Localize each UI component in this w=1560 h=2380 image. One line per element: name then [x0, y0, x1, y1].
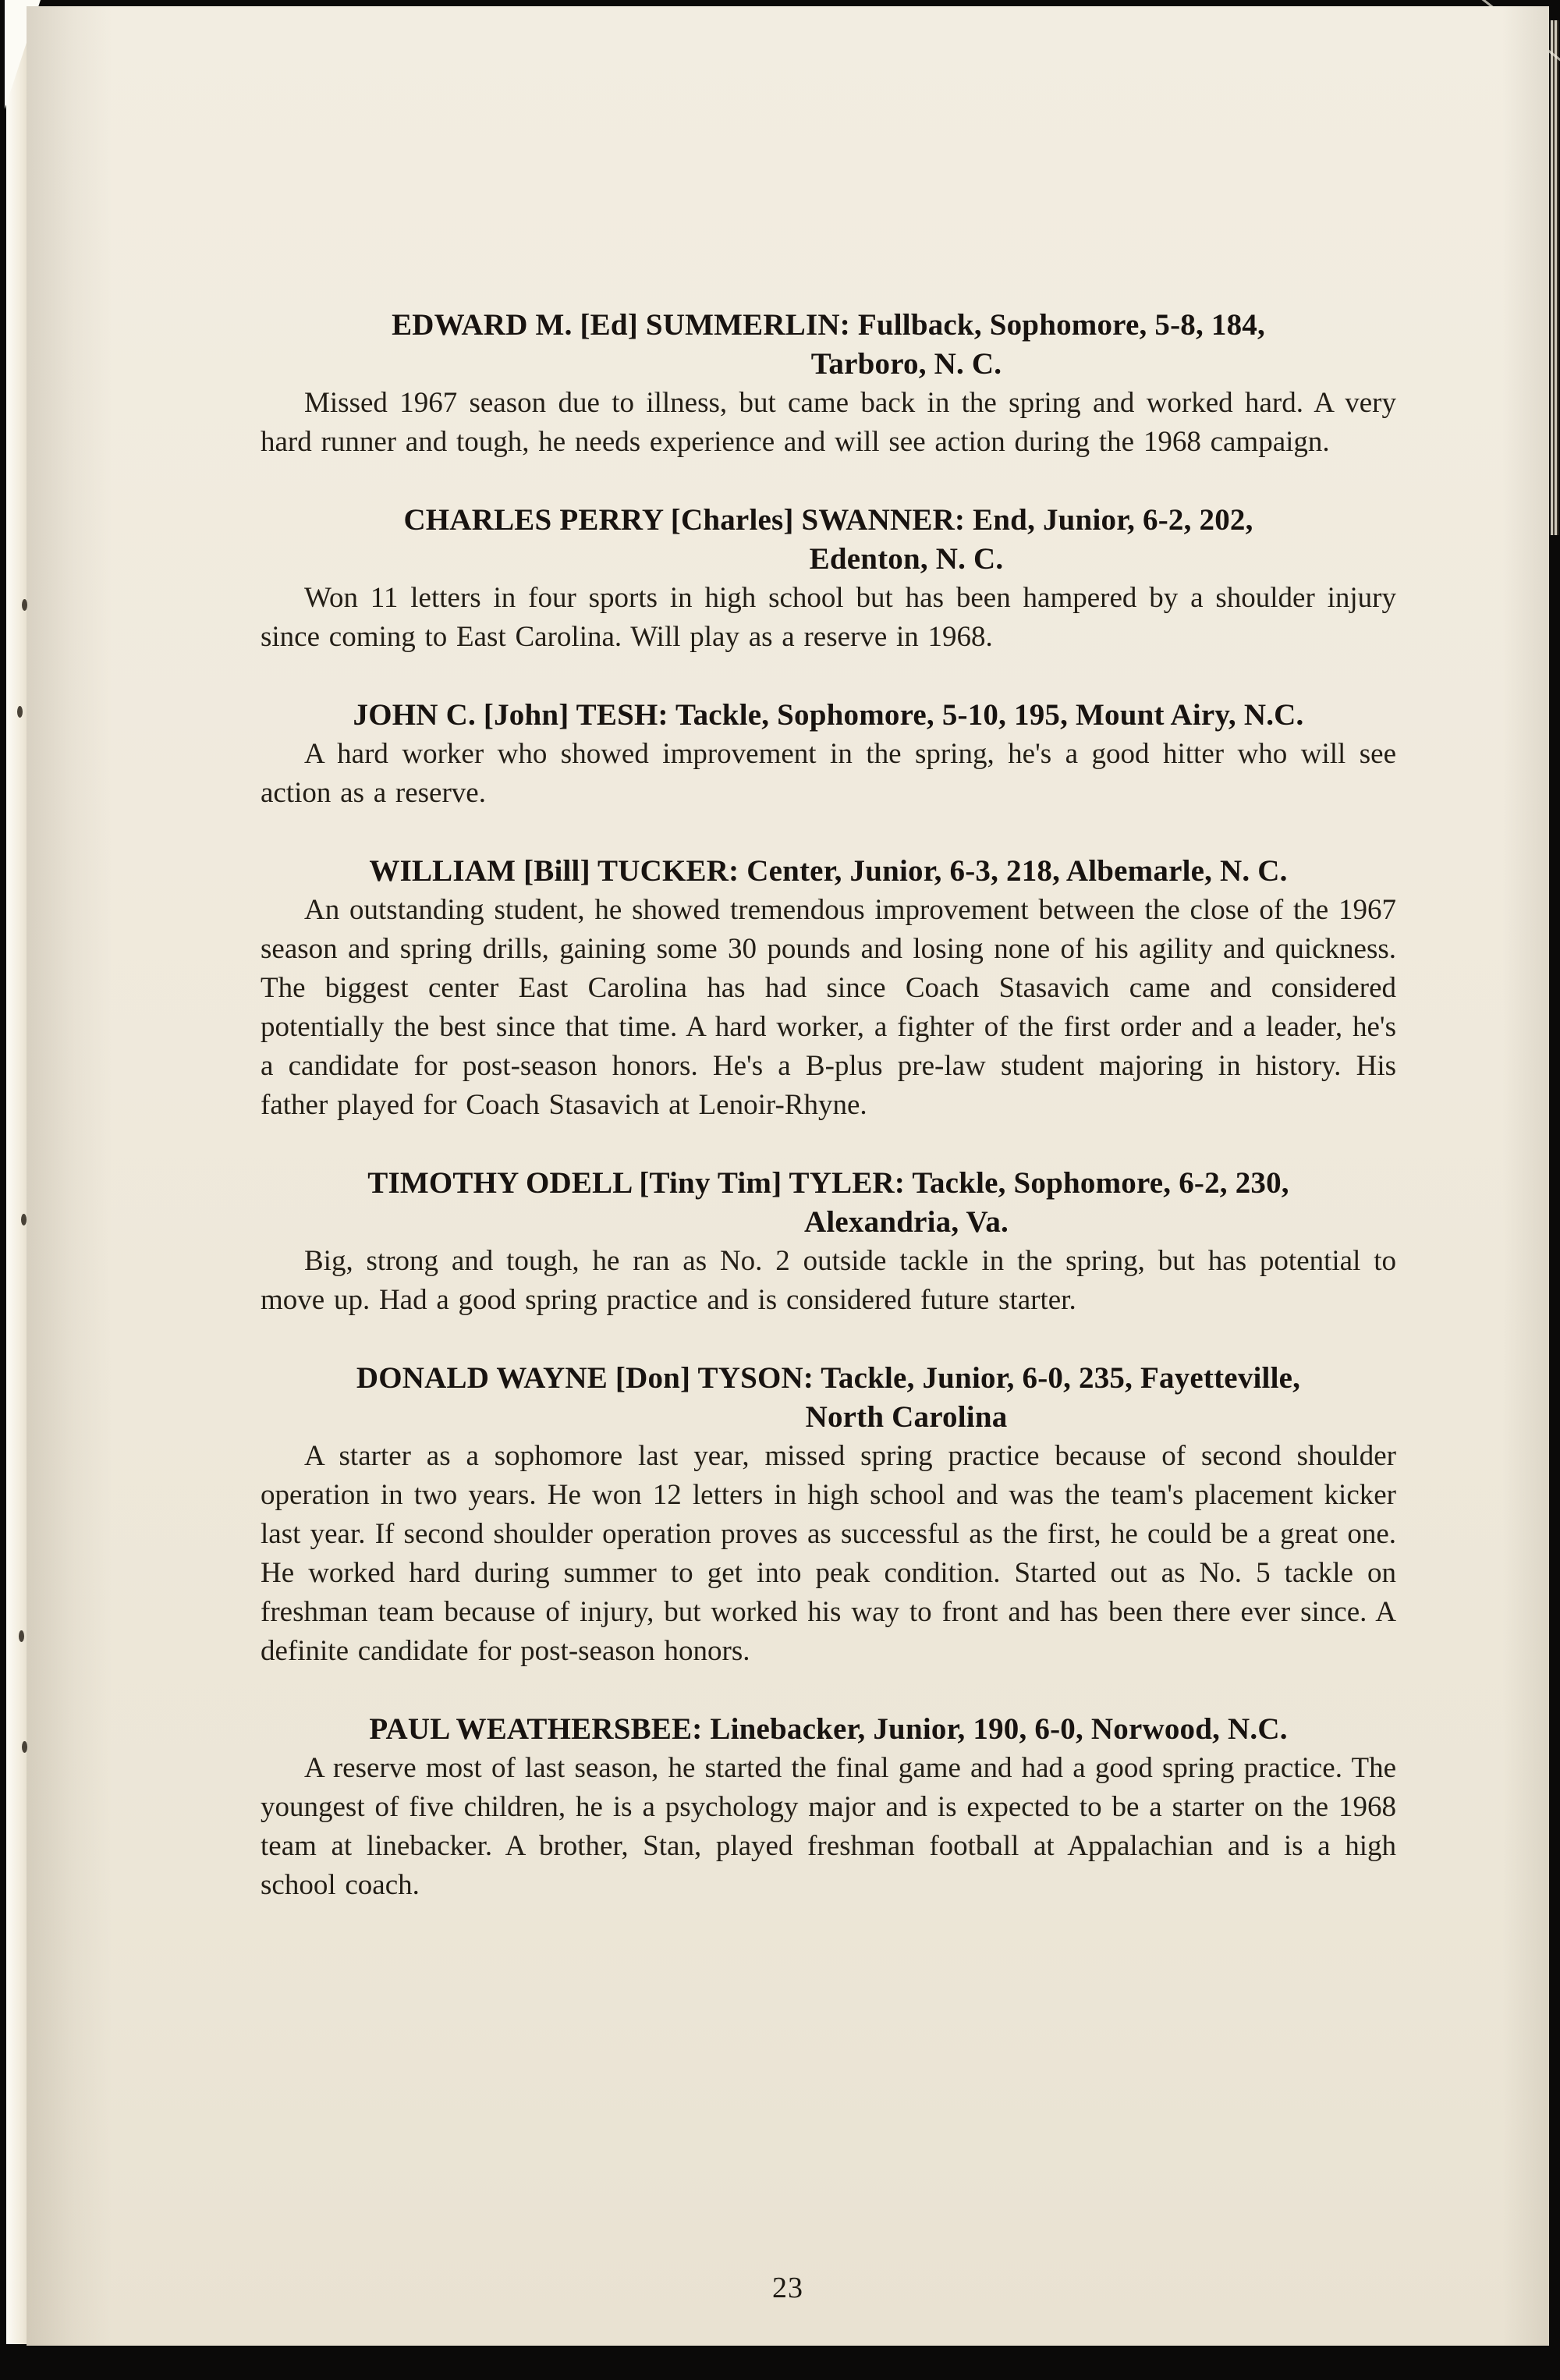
player-heading — [261, 501, 1396, 579]
player-bio: Big, strong and tough, he ran as No. 2 outside tackle in the spring, but has potential to move up. Had a good spring practice and is considered future starter. — [261, 1245, 1396, 1316]
player-heading-line2: Edenton, N. C. — [809, 542, 1004, 576]
binding-edge — [6, 0, 28, 2344]
player-heading-line1: JOHN C. [John] TESH: Tackle, Sophomore, 5-10, 195, Mount Airy, N.C. — [353, 698, 1304, 732]
player-entry-summerlin — [261, 306, 1396, 462]
scan-speck — [22, 599, 27, 611]
player-heading-line1: CHARLES PERRY [Charles] SWANNER: End, Junior, 6-2, 202, — [403, 503, 1253, 537]
player-heading — [261, 696, 1396, 735]
player-bio: A starter as a sophomore last year, missed spring practice because of second shoulder operation in two years. He won 12 letters in high school and was the team's placement kicker last year. If second shoulder operation proves as successful as the first, he could be a great one. He worked hard during summer to get into peak condition. Started out as No. 5 tackle on freshman team because of injury, but worked his way to front and has been there ever since. A definite candidate for post-season honors. — [261, 1440, 1396, 1667]
scan-speck — [22, 1741, 27, 1753]
scan-speck — [19, 1630, 24, 1642]
page-number: 23 — [772, 2272, 803, 2304]
player-heading-line1: DONALD WAYNE [Don] TYSON: Tackle, Junior, 6-0, 235, Fayetteville, — [356, 1361, 1301, 1395]
book-page — [27, 6, 1549, 2346]
player-heading-line1: PAUL WEATHERSBEE: Linebacker, Junior, 190, 6-0, Norwood, N.C. — [369, 1712, 1288, 1746]
player-heading — [261, 1710, 1396, 1749]
player-heading — [261, 306, 1396, 384]
page-content — [261, 306, 1396, 1944]
player-heading-line2: Tarboro, N. C. — [810, 347, 1002, 381]
scan-speck — [21, 1214, 27, 1225]
player-entry-weathersbee — [261, 1710, 1396, 1905]
player-entry-tesh — [261, 696, 1396, 813]
player-heading — [261, 852, 1396, 891]
player-heading-line1: WILLIAM [Bill] TUCKER: Center, Junior, 6-3, 218, Albemarle, N. C. — [369, 854, 1288, 888]
player-heading-line1: EDWARD M. [Ed] SUMMERLIN: Fullback, Sophomore, 5-8, 184, — [392, 308, 1265, 342]
page-stack-edges — [1551, 20, 1558, 535]
player-heading-line2: North Carolina — [805, 1400, 1008, 1434]
player-heading — [261, 1359, 1396, 1437]
player-bio: A hard worker who showed improvement in the spring, he's a good hitter who will see action as a reserve. — [261, 738, 1396, 809]
player-bio: A reserve most of last season, he started the final game and had a good spring practice. The youngest of five children, he is a psychology major and is expected to be a starter on the 1968 team at linebacker. A brother, Stan, played freshman football at Appalachian and is a high school coach. — [261, 1752, 1396, 1901]
player-heading — [261, 1164, 1396, 1242]
player-bio: An outstanding student, he showed tremendous improvement between the close of the 1967 season and spring drills, gaining some 30 pounds and losing none of his agility and quickness. The biggest center East Carolina has had since Coach Stasavich came and considered potentially the best since that time. A hard worker, a fighter of the first order and a leader, he's a candidate for post-season honors. He's a B-plus pre-law student majoring in history. His father played for Coach Stasavich at Lenoir-Rhyne. — [261, 894, 1396, 1121]
player-entry-tyler — [261, 1164, 1396, 1320]
player-bio: Missed 1967 season due to illness, but came back in the spring and worked hard. A very hard runner and tough, he needs experience and will see action during the 1968 campaign. — [261, 387, 1396, 458]
player-entry-tyson — [261, 1359, 1396, 1671]
player-entry-tucker — [261, 852, 1396, 1125]
scan-speck — [17, 706, 23, 718]
player-bio: Won 11 letters in four sports in high school but has been hampered by a shoulder injury since coming to East Carolina. Will play as a reserve in 1968. — [261, 582, 1396, 653]
player-heading-line2: Alexandria, Va. — [804, 1205, 1009, 1239]
player-heading-line1: TIMOTHY ODELL [Tiny Tim] TYLER: Tackle, Sophomore, 6-2, 230, — [367, 1166, 1289, 1200]
player-entry-swanner — [261, 501, 1396, 657]
